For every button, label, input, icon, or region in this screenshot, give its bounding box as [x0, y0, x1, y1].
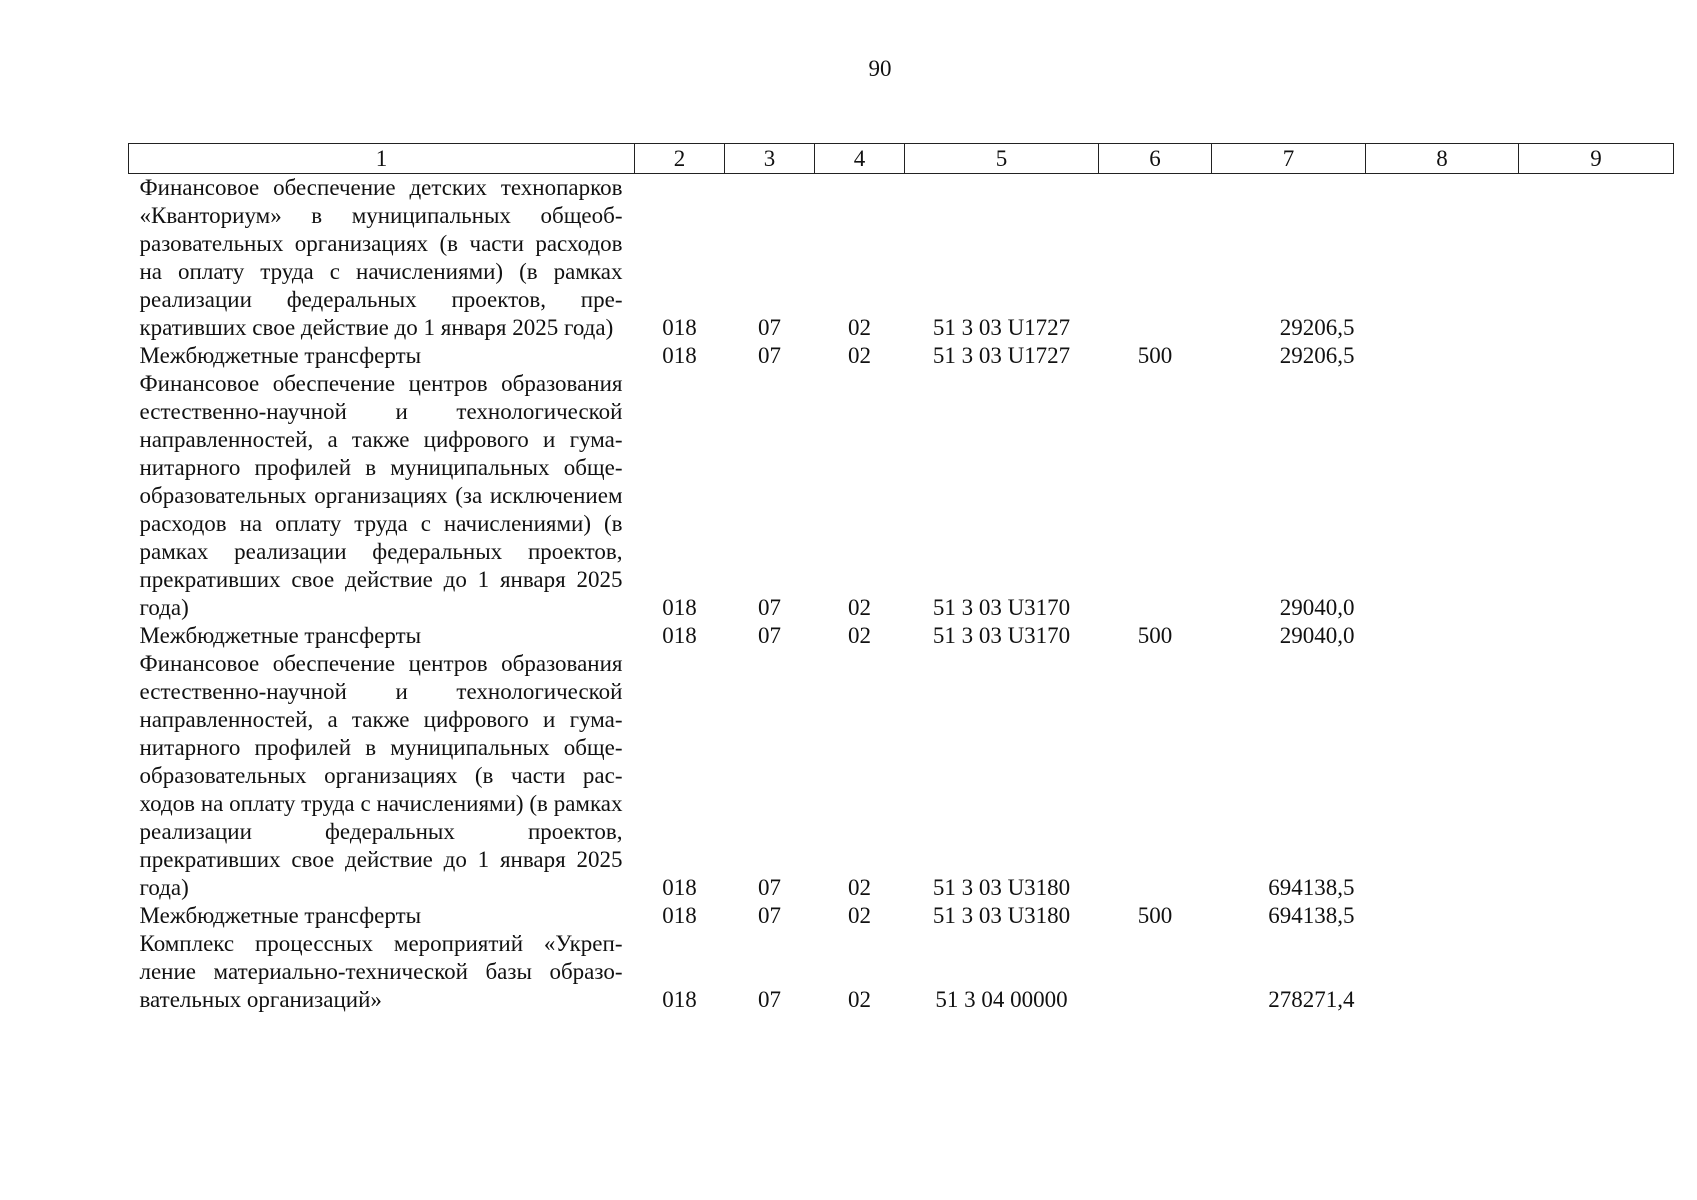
ministry-code: 018 — [662, 595, 697, 620]
table-row — [129, 902, 1674, 930]
row-description: Финансовое обеспечение детских технопарков «Кванториум» в муниципальных общеобразовательных организациях (в части расходов на оплату труда с начислениями) (в рамках реализации федеральных проектов, прекративших свое действие до 1 января 2025 года) — [139, 175, 623, 340]
column-header: 1 — [129, 144, 635, 174]
section-code: 07 — [758, 875, 781, 900]
column-number-header — [129, 144, 1674, 174]
amount-value: 29206,5 — [1279, 343, 1355, 368]
subsection-code: 02 — [848, 987, 871, 1012]
column-9-value — [1519, 370, 1674, 622]
ministry-code: 018 — [662, 903, 697, 928]
target-article-code: 51 3 03 U1727 — [932, 343, 1071, 368]
table-row — [129, 650, 1674, 902]
column-header: 3 — [725, 144, 815, 174]
row-description: Межбюджетные трансферты — [139, 623, 422, 648]
expense-type-code: 500 — [1137, 343, 1173, 368]
expense-type-code — [1099, 930, 1212, 1014]
section-code: 07 — [758, 343, 781, 368]
expense-type-code — [1099, 370, 1212, 622]
table-row — [129, 370, 1674, 622]
amount-value: 278271,4 — [1268, 987, 1355, 1012]
column-8-value — [1366, 622, 1519, 650]
subsection-code: 02 — [848, 595, 871, 620]
column-8-value — [1366, 650, 1519, 902]
table-row — [129, 174, 1674, 343]
section-code: 07 — [758, 623, 781, 648]
amount-value: 29206,5 — [1279, 315, 1355, 340]
subsection-code: 02 — [848, 343, 871, 368]
row-description: Финансовое обеспечение центров образования естественно-научной и технологической направленностей, а также цифрового и гуманитарного профилей в муниципальных общеобразовательных организациях (за исключением расходов на оплату труда с начислениями) (в рамках реализации федеральных проектов, прекративших свое действие до 1 января 2025 года) — [139, 371, 623, 620]
amount-value: 694138,5 — [1268, 875, 1355, 900]
ministry-code: 018 — [662, 343, 697, 368]
column-header: 7 — [1212, 144, 1366, 174]
target-article-code: 51 3 04 00000 — [935, 987, 1068, 1012]
target-article-code: 51 3 03 U3180 — [932, 875, 1071, 900]
column-9-value — [1519, 622, 1674, 650]
amount-value: 29040,0 — [1279, 595, 1355, 620]
target-article-code: 51 3 03 U3180 — [932, 903, 1071, 928]
column-9-value — [1519, 174, 1674, 343]
section-code: 07 — [758, 987, 781, 1012]
amount-value: 694138,5 — [1268, 903, 1355, 928]
table-row — [129, 622, 1674, 650]
target-article-code: 51 3 03 U1727 — [932, 315, 1071, 340]
budget-table — [128, 143, 1674, 1014]
expense-type-code: 500 — [1137, 903, 1173, 928]
row-description: Межбюджетные трансферты — [139, 903, 422, 928]
row-description: Комплекс процессных мероприятий «Укрепление материально-технической базы образовательных организаций» — [139, 931, 623, 1012]
column-8-value — [1366, 342, 1519, 370]
column-header: 8 — [1366, 144, 1519, 174]
row-description: Финансовое обеспечение центров образования естественно-научной и технологической направленностей, а также цифрового и гуманитарного профилей в муниципальных общеобразовательных организациях (в части расходов на оплату труда с начислениями) (в рамках реализации федеральных проектов, прекративших свое действие до 1 января 2025 года) — [139, 651, 623, 900]
ministry-code: 018 — [662, 875, 697, 900]
ministry-code: 018 — [662, 623, 697, 648]
table-row — [129, 930, 1674, 1014]
subsection-code: 02 — [848, 623, 871, 648]
column-header: 5 — [905, 144, 1099, 174]
column-9-value — [1519, 342, 1674, 370]
column-header: 9 — [1519, 144, 1674, 174]
column-8-value — [1366, 174, 1519, 343]
subsection-code: 02 — [848, 875, 871, 900]
column-8-value — [1366, 370, 1519, 622]
table-row — [129, 342, 1674, 370]
expense-type-code — [1099, 650, 1212, 902]
expense-type-code: 500 — [1137, 623, 1173, 648]
column-header: 2 — [635, 144, 725, 174]
target-article-code: 51 3 03 U3170 — [932, 595, 1071, 620]
target-article-code: 51 3 03 U3170 — [932, 623, 1071, 648]
column-9-value — [1519, 650, 1674, 902]
section-code: 07 — [758, 595, 781, 620]
section-code: 07 — [758, 315, 781, 340]
row-description: Межбюджетные трансферты — [139, 343, 422, 368]
ministry-code: 018 — [662, 315, 697, 340]
amount-value: 29040,0 — [1279, 623, 1355, 648]
column-9-value — [1519, 930, 1674, 1014]
subsection-code: 02 — [848, 315, 871, 340]
column-header: 4 — [815, 144, 905, 174]
expense-type-code — [1099, 174, 1212, 343]
column-header: 6 — [1099, 144, 1212, 174]
page-number: 90 — [868, 56, 892, 81]
column-9-value — [1519, 902, 1674, 930]
subsection-code: 02 — [848, 903, 871, 928]
column-8-value — [1366, 930, 1519, 1014]
column-8-value — [1366, 902, 1519, 930]
ministry-code: 018 — [662, 987, 697, 1012]
section-code: 07 — [758, 903, 781, 928]
